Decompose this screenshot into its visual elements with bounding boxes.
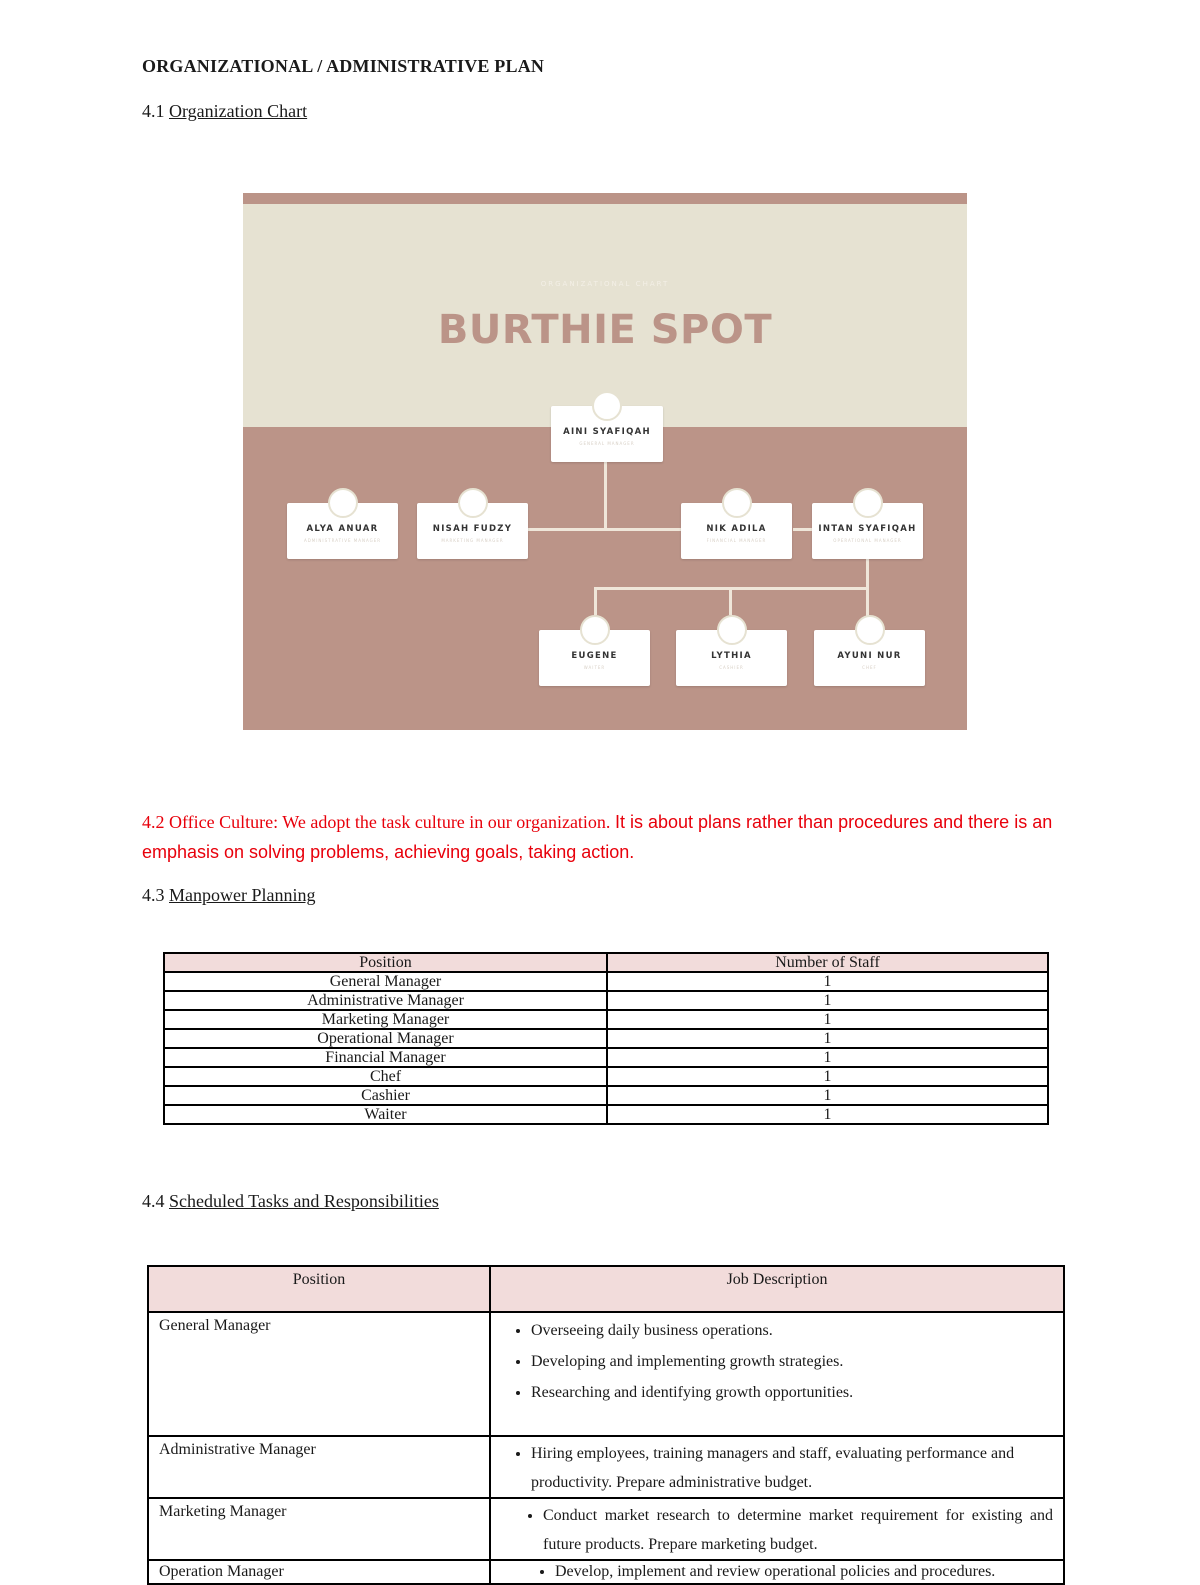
- org-node-general-manager: [551, 406, 663, 462]
- culture-text-part-1: 4.2 Office Culture: We adopt the task culture in our organization.: [142, 812, 615, 832]
- document-title: ORGANIZATIONAL / ADMINISTRATIVE PLAN: [142, 56, 545, 76]
- org-node-waiter: [539, 630, 650, 686]
- avatar: [855, 615, 885, 645]
- table-row: [164, 1067, 1048, 1086]
- node-name: NIK ADILA: [706, 524, 767, 534]
- avatar: [722, 488, 752, 518]
- node-role: CASHIER: [719, 665, 744, 670]
- connector-line: [594, 587, 597, 615]
- table-row: [164, 1048, 1048, 1067]
- position-cell: Cashier: [164, 1086, 607, 1105]
- section-number: 4.1: [142, 101, 169, 121]
- node-role: OPERATIONAL MANAGER: [833, 538, 902, 543]
- position-cell: Marketing Manager: [148, 1498, 490, 1560]
- node-role: ADMINISTRATIVE MANAGER: [303, 538, 382, 543]
- position-cell: General Manager: [148, 1312, 490, 1436]
- node-name: AYUNI NUR: [837, 651, 902, 661]
- duty-list: [503, 1501, 1053, 1559]
- avatar: [458, 488, 488, 518]
- table-header-row: [148, 1266, 1064, 1312]
- office-culture-paragraph: [142, 807, 1062, 867]
- position-cell: Waiter: [164, 1105, 607, 1124]
- connector-line: [604, 461, 607, 529]
- position-cell: Marketing Manager: [164, 1010, 607, 1029]
- list-item: • Researching and identifying growth opportunities.: [531, 1377, 1053, 1408]
- node-role: CHEF: [862, 665, 877, 670]
- table-row: [148, 1560, 1064, 1584]
- job-description-cell: [490, 1436, 1064, 1498]
- node-role: WAITER: [583, 665, 606, 670]
- section-4-3-heading: [142, 885, 315, 906]
- org-node-cashier: [676, 630, 787, 686]
- column-header: Number of Staff: [607, 953, 1048, 972]
- staff-count-cell: 1: [607, 991, 1048, 1010]
- position-cell: Financial Manager: [164, 1048, 607, 1067]
- node-name: LYTHIA: [711, 651, 752, 661]
- column-header: Job Description: [490, 1266, 1064, 1312]
- org-node-chef: [814, 630, 925, 686]
- table-row: [148, 1436, 1064, 1498]
- table-row: [148, 1312, 1064, 1436]
- culture-text-part-2: It is about plans rather than procedures and there is an emphasis on solving problems, achieving goals, taking action.: [142, 812, 1053, 862]
- avatar: [328, 488, 358, 518]
- node-name: NISAH FUDZY: [432, 524, 513, 534]
- list-item: • Conduct market research to determine market requirement for existing and future products. Prepare marketing budget.: [543, 1501, 1053, 1559]
- table-row: [148, 1498, 1064, 1560]
- chart-top-bar: [243, 193, 967, 204]
- list-item: • Hiring employees, training managers and staff, evaluating performance and productivity. Prepare administrative budget.: [531, 1439, 1053, 1497]
- staff-count-cell: 1: [607, 972, 1048, 991]
- column-header: Position: [148, 1266, 490, 1312]
- duty-list: [503, 1561, 1053, 1583]
- section-number: 4.3: [142, 885, 169, 905]
- position-cell: General Manager: [164, 972, 607, 991]
- section-number: 4.4: [142, 1191, 169, 1211]
- position-cell: Administrative Manager: [148, 1436, 490, 1498]
- table-row: [164, 1086, 1048, 1105]
- list-item: • Developing and implementing growth strategies.: [531, 1346, 1053, 1377]
- avatar: [580, 615, 610, 645]
- node-name: INTAN SYAFIQAH: [818, 524, 917, 534]
- node-name: ALYA ANUAR: [306, 524, 379, 534]
- manpower-table: [163, 952, 1049, 1125]
- staff-count-cell: 1: [607, 1029, 1048, 1048]
- node-name: AINI SYAFIQAH: [563, 427, 651, 437]
- org-node-financial-manager: [681, 503, 792, 559]
- section-title: Manpower Planning: [169, 885, 316, 905]
- duty-list: [503, 1439, 1053, 1497]
- org-node-marketing-manager: [417, 503, 528, 559]
- table-header-row: [164, 953, 1048, 972]
- job-description-cell: [490, 1312, 1064, 1436]
- table-row: [164, 972, 1048, 991]
- table-row: [164, 1010, 1048, 1029]
- staff-count-cell: 1: [607, 1086, 1048, 1105]
- list-item: • Overseeing daily business operations.: [531, 1315, 1053, 1346]
- org-node-administrative-manager: [287, 503, 398, 559]
- connector-line: [793, 528, 813, 531]
- staff-count-cell: 1: [607, 1067, 1048, 1086]
- node-name: EUGENE: [571, 651, 618, 661]
- avatar: [717, 615, 747, 645]
- connector-line: [729, 587, 732, 615]
- company-name: BURTHIE SPOT: [437, 307, 773, 353]
- list-item: • Develop, implement and review operational policies and procedures.: [555, 1561, 1053, 1583]
- position-cell: Operational Manager: [164, 1029, 607, 1048]
- connector-line: [527, 528, 682, 531]
- column-header: Position: [164, 953, 607, 972]
- tasks-responsibilities-table: [147, 1265, 1065, 1585]
- node-role: FINANCIAL MANAGER: [706, 538, 767, 543]
- staff-count-cell: 1: [607, 1048, 1048, 1067]
- position-cell: Chef: [164, 1067, 607, 1086]
- org-node-operational-manager: [812, 503, 923, 559]
- section-title: Scheduled Tasks and Responsibilities: [169, 1191, 439, 1211]
- avatar: [853, 488, 883, 518]
- position-cell: Operation Manager: [148, 1560, 490, 1584]
- staff-count-cell: 1: [607, 1010, 1048, 1029]
- node-role: GENERAL MANAGER: [579, 441, 635, 446]
- job-description-cell: [490, 1560, 1064, 1584]
- node-role: MARKETING MANAGER: [441, 538, 504, 543]
- chart-subtitle: ORGANIZATIONAL CHART: [540, 280, 670, 288]
- table-row: [164, 1105, 1048, 1124]
- duty-list: [503, 1315, 1053, 1408]
- section-4-1-heading: [142, 101, 307, 122]
- job-description-cell: [490, 1498, 1064, 1560]
- table-row: [164, 991, 1048, 1010]
- table-row: [164, 1029, 1048, 1048]
- section-4-4-heading: [142, 1191, 439, 1212]
- position-cell: Administrative Manager: [164, 991, 607, 1010]
- organization-chart: [243, 193, 967, 730]
- section-title: Organization Chart: [169, 101, 308, 121]
- staff-count-cell: 1: [607, 1105, 1048, 1124]
- avatar: [592, 391, 622, 421]
